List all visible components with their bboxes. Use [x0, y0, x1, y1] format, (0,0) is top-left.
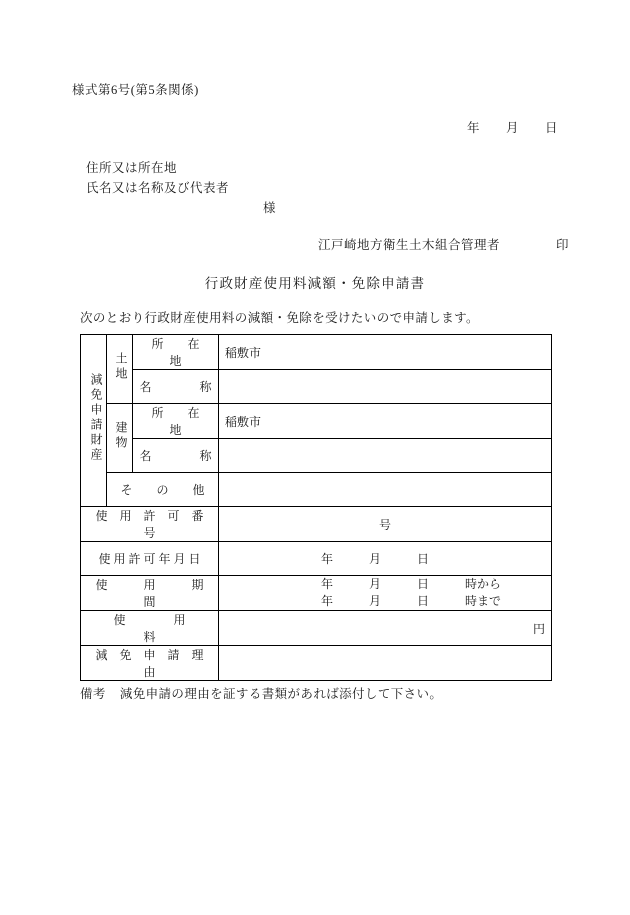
- honorific-label: 様: [263, 201, 276, 215]
- permit-date-text: 年 月 日: [321, 552, 430, 566]
- building-name-label: 名 称: [133, 439, 219, 473]
- land-label: 土地: [114, 352, 128, 382]
- table-row: [81, 507, 552, 542]
- other-label: そ の 他: [107, 473, 219, 507]
- applicant-name-label: 氏名又は名称及び代表者: [86, 181, 230, 195]
- permit-number-label: 使 用 許 可 番 号: [81, 507, 219, 542]
- land-name-label: 名 称: [133, 370, 219, 404]
- form-number: 様式第6号(第5条関係): [72, 83, 199, 97]
- table-row: [81, 335, 552, 370]
- building-name-value[interactable]: [219, 439, 552, 473]
- land-name-value[interactable]: [219, 370, 552, 404]
- table-row: [81, 439, 552, 473]
- building-location-value[interactable]: 稲敷市: [219, 404, 552, 439]
- land-location-value[interactable]: 稲敷市: [219, 335, 552, 370]
- usage-period-value[interactable]: [219, 576, 552, 611]
- table-row: [81, 370, 552, 404]
- lead-text: 次のとおり行政財産使用料の減額・免除を受けたいので申請します。: [80, 311, 479, 325]
- reason-value[interactable]: [219, 646, 552, 681]
- table-row: [81, 542, 552, 576]
- permit-date-value[interactable]: [219, 542, 552, 576]
- permit-number-unit: 号: [378, 517, 391, 532]
- table-row: [81, 576, 552, 611]
- building-label: 建物: [114, 421, 128, 451]
- building-location-label: 所 在 地: [133, 404, 219, 439]
- issuer-name: 江戸崎地方衛生土木組合管理者: [318, 238, 501, 252]
- table-row: [81, 473, 552, 507]
- usage-period-from: 年 月 日 時から: [321, 577, 502, 591]
- applicant-block: [86, 158, 229, 198]
- usage-period-label: 使 用 期 間: [81, 576, 219, 611]
- note-text: 減免申請の理由を証する書類があれば添付して下さい。: [119, 687, 443, 701]
- applicant-address-label: 住所又は所在地: [86, 161, 178, 175]
- other-value[interactable]: [219, 473, 552, 507]
- issuer-line: [318, 235, 569, 253]
- building-label-cell: [107, 404, 133, 473]
- permit-number-value[interactable]: [219, 507, 552, 542]
- date-year: 年: [466, 121, 480, 135]
- date-day: 日: [544, 121, 558, 135]
- fee-label: 使 用 料: [81, 611, 219, 646]
- reason-label: 減 免 申 請 理 由: [81, 646, 219, 681]
- note-line: [80, 684, 442, 702]
- table-row: [81, 404, 552, 439]
- page-title: 行政財産使用料減額・免除申請書: [204, 276, 426, 291]
- fee-value[interactable]: [219, 611, 552, 646]
- application-table: [80, 334, 552, 681]
- date-month: 月: [505, 121, 519, 135]
- table-row: [81, 611, 552, 646]
- land-label-cell: [107, 335, 133, 404]
- note-label: 備考: [80, 687, 106, 701]
- usage-period-to: 年 月 日 時まで: [321, 594, 502, 608]
- land-location-label: 所 在 地: [133, 335, 219, 370]
- seal-mark: 印: [556, 238, 570, 252]
- date-line: [467, 118, 558, 136]
- permit-date-label: 使 用 許 可 年 月 日: [81, 542, 219, 576]
- side-label: 減免申請財産: [89, 373, 103, 463]
- side-label-cell: [81, 335, 107, 507]
- table-row: [81, 646, 552, 681]
- fee-unit: 円: [532, 621, 545, 636]
